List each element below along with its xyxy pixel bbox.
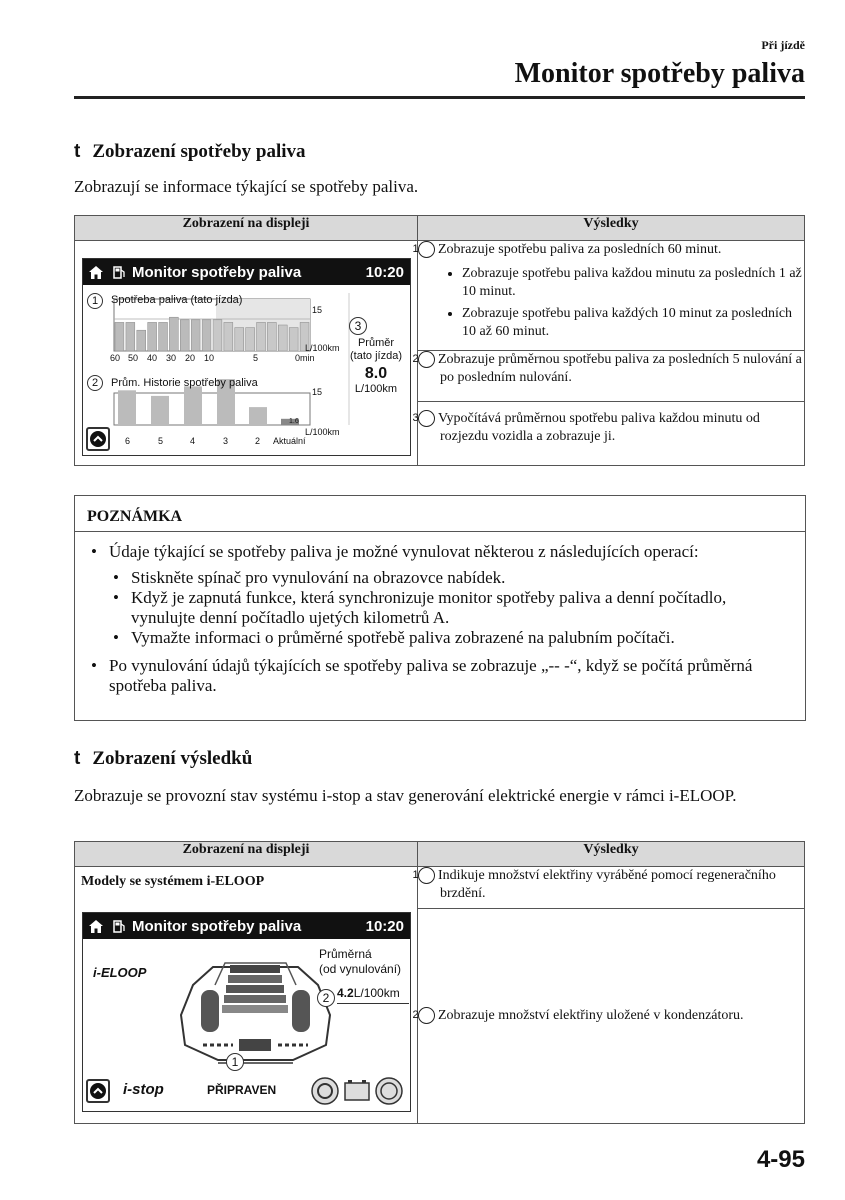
- graph1-bar: [246, 328, 255, 351]
- average-readout: [337, 986, 400, 1000]
- section-heading-text: Zobrazení spotřeby paliva: [92, 141, 306, 162]
- average-value: 4.2: [337, 986, 354, 1000]
- result-bullet: • Zobrazuje spotřebu paliva každou minutu za posledních 1 až 10 minut.: [462, 265, 804, 301]
- fuel-consumption-table: [74, 215, 805, 466]
- note-subitem: • Když je zapnutá funkce, která synchronizuje monitor spotřeby paliva a denní počítadlo, vynulujte denní počítadlo ujetých kilometrů A.: [109, 588, 793, 628]
- breadcrumb: Při jízdě: [761, 38, 805, 52]
- note-body: [75, 532, 805, 696]
- graph1-bar: [115, 322, 124, 351]
- section-bullet: t: [74, 141, 81, 162]
- graph1-tick: 30: [166, 353, 177, 363]
- steering-icon: [312, 1078, 338, 1104]
- graph1-max: 15: [312, 305, 323, 315]
- chevron-up-icon: [88, 429, 108, 449]
- graph1-label: Spotřeba paliva (tato jízda): [111, 294, 243, 306]
- result-row-3: [412, 402, 805, 466]
- average-unit: L/100km: [354, 383, 398, 395]
- istop-logo: i-stop: [123, 1081, 164, 1098]
- graph2-bar: [249, 407, 267, 425]
- graph1-tick: 10: [204, 353, 215, 363]
- screen-clock: 10:20: [365, 263, 404, 281]
- title-divider: [74, 96, 805, 99]
- model-label: Modely se systémem i-ELOOP: [81, 874, 265, 889]
- table-header-display: Zobrazení na displeji: [75, 216, 418, 241]
- average-unit: L/100km: [353, 986, 400, 1000]
- result-number: 1: [418, 867, 435, 884]
- note-subitem: • Vymažte informaci o průměrné spotřebě paliva zobrazené na palubním počítači.: [109, 628, 793, 648]
- average-label: Průměr: [357, 337, 395, 349]
- section-heading-fuel-consumption: [74, 141, 306, 163]
- graph1-bar: [137, 330, 146, 351]
- section-heading-text: Zobrazení výsledků: [92, 748, 253, 769]
- average-value: 8.0: [364, 365, 388, 382]
- graph1-tick: 5: [253, 353, 259, 363]
- average-sublabel: (tato jízda): [350, 350, 402, 362]
- screen-title: Monitor spotřeby paliva: [132, 917, 302, 935]
- graph1-bar: [169, 317, 178, 351]
- graph2-max: 15: [312, 387, 323, 397]
- graph2-tick: 4: [190, 436, 196, 446]
- home-icon: [89, 266, 103, 279]
- graph1-bar: [235, 328, 244, 351]
- graph2-frame: [114, 393, 310, 425]
- callout-1: 1: [226, 1053, 244, 1071]
- graph2-bar: [184, 386, 202, 425]
- callout-3: 3: [349, 317, 367, 335]
- result-number: 2: [418, 351, 435, 368]
- graph2-label: Prům. Historie spotřeby paliva: [111, 377, 258, 389]
- result-row-2: [412, 909, 805, 1124]
- car-illustration: [173, 945, 338, 1073]
- average-underline: [337, 1003, 409, 1004]
- graph1-bar: [159, 322, 168, 351]
- result-text: Zobrazuje spotřebu paliva za posledních 60 minut.: [438, 242, 722, 257]
- section-intro: Zobrazuje se provozní stav systému i-stop a stav generování elektrické energie v rámci i-ELOOP.: [74, 786, 737, 805]
- graph2-tick: 6: [125, 436, 131, 446]
- average-label: Průměrná: [319, 947, 372, 961]
- note-title: POZNÁMKA: [75, 496, 805, 532]
- ac-icon: [376, 1078, 402, 1104]
- ieloop-logo: i-ELOOP: [93, 965, 147, 980]
- right-wheel: [292, 990, 310, 1032]
- screen-clock: 10:20: [365, 917, 404, 935]
- note-item: • Po vynulování údajů týkajících se spotřeby paliva se zobrazuje „-- -“, když se počítá průměrná spotřeba paliva.: [87, 656, 793, 696]
- average-sublabel: (od vynulování): [319, 962, 402, 976]
- result-row-1: [412, 241, 805, 351]
- istop-indicator-icons: [311, 1075, 406, 1107]
- callout-1: 1: [87, 293, 103, 309]
- table-header-results: Výsledky: [418, 842, 805, 867]
- results-table: [74, 841, 805, 1124]
- chevron-up-icon: [88, 1081, 108, 1101]
- section-intro: Zobrazují se informace týkající se spotřeby paliva.: [74, 177, 419, 196]
- battery-icon: [345, 1080, 369, 1100]
- result-row-2: [412, 350, 805, 401]
- graph1-bar: [289, 328, 298, 351]
- graph1-bar: [278, 325, 287, 351]
- fuel-monitor-screen: [82, 258, 411, 456]
- result-number: 3: [418, 410, 435, 427]
- result-row-1: [412, 867, 805, 909]
- graph2-tick: 5: [158, 436, 164, 446]
- graph2-unit: L/100km: [305, 427, 340, 437]
- note-box: [74, 495, 806, 721]
- page-number: 4-95: [756, 1146, 805, 1173]
- graph1-tick: 40: [147, 353, 158, 363]
- graph1-unit: L/100km: [305, 343, 340, 353]
- fuel-pump-icon: [113, 920, 126, 933]
- graph2-tick: Aktuální: [273, 436, 306, 446]
- istop-status: PŘIPRAVEN: [207, 1083, 277, 1097]
- result-text: Indikuje množství elektřiny vyráběné pomocí regeneračního brzdění.: [438, 868, 776, 901]
- note-subitem: • Stiskněte spínač pro vynulování na obrazovce nabídek.: [109, 568, 793, 588]
- result-bullets: [418, 265, 804, 341]
- home-icon: [89, 920, 103, 933]
- table-header-results: Výsledky: [418, 216, 805, 241]
- screen-header: [83, 913, 410, 939]
- note-item: [87, 542, 793, 648]
- callout-2: 2: [87, 375, 103, 391]
- graph1-bar: [126, 322, 135, 351]
- screen-title: Monitor spotřeby paliva: [132, 263, 302, 281]
- page-title: Monitor spotřeby paliva: [514, 58, 805, 89]
- graph1-tick: 20: [185, 353, 196, 363]
- result-text: Zobrazuje průměrnou spotřebu paliva za posledních 5 nulování a po posledním nulování.: [438, 351, 802, 385]
- callout-2: 2: [317, 989, 335, 1007]
- graph2-tick: 2: [255, 436, 261, 446]
- graph1-bar: [180, 320, 189, 351]
- note-sublist: [109, 568, 793, 648]
- graph1-bar: [267, 322, 276, 351]
- left-wheel: [201, 990, 219, 1032]
- display-cell: [75, 241, 418, 466]
- result-text: Vypočítává průměrnou spotřebu paliva každou minutu od rozjezdu vozidla a zobrazuje ji.: [438, 411, 760, 445]
- graph2-tick: 3: [223, 436, 229, 446]
- result-text: Zobrazuje množství elektřiny uložené v kondenzátoru.: [438, 1008, 744, 1024]
- ieloop-screen: [82, 912, 411, 1112]
- graph1-bar: [224, 322, 233, 351]
- scroll-up-button[interactable]: [86, 1079, 110, 1103]
- table-header-display: Zobrazení na displeji: [75, 842, 418, 867]
- graph1-bar: [213, 320, 222, 351]
- graph2-bar: [151, 396, 169, 425]
- graph1-tick: 50: [128, 353, 139, 363]
- graph1-bar: [202, 320, 211, 351]
- result-number: 2: [418, 1007, 435, 1024]
- note-item-text: Údaje týkající se spotřeby paliva je možné vynulovat některou z následujících operací:: [109, 542, 699, 561]
- section-heading-results: [74, 748, 252, 770]
- graph1-tick: 0min: [295, 353, 315, 363]
- section-bullet: t: [74, 748, 81, 769]
- result-bullet: • Zobrazuje spotřebu paliva každých 10 minut za posledních 10 až 60 minut.: [462, 305, 804, 341]
- screen-header: [83, 259, 410, 285]
- display-cell: [75, 867, 418, 1124]
- scroll-up-button[interactable]: [86, 427, 110, 451]
- fuel-pump-icon: [113, 266, 126, 279]
- average-panel: [319, 947, 401, 977]
- graph2-bar: [118, 390, 136, 425]
- graph1-tick: 60: [110, 353, 121, 363]
- capacitor-charge-bars: [222, 965, 288, 1013]
- graph1-bar: [148, 322, 157, 351]
- graph1-bar: [257, 322, 266, 351]
- result-number: 1: [418, 241, 435, 258]
- average-panel: [341, 337, 411, 396]
- graph1-bar: [191, 320, 200, 351]
- graph2-small-value: 1.6: [289, 418, 299, 425]
